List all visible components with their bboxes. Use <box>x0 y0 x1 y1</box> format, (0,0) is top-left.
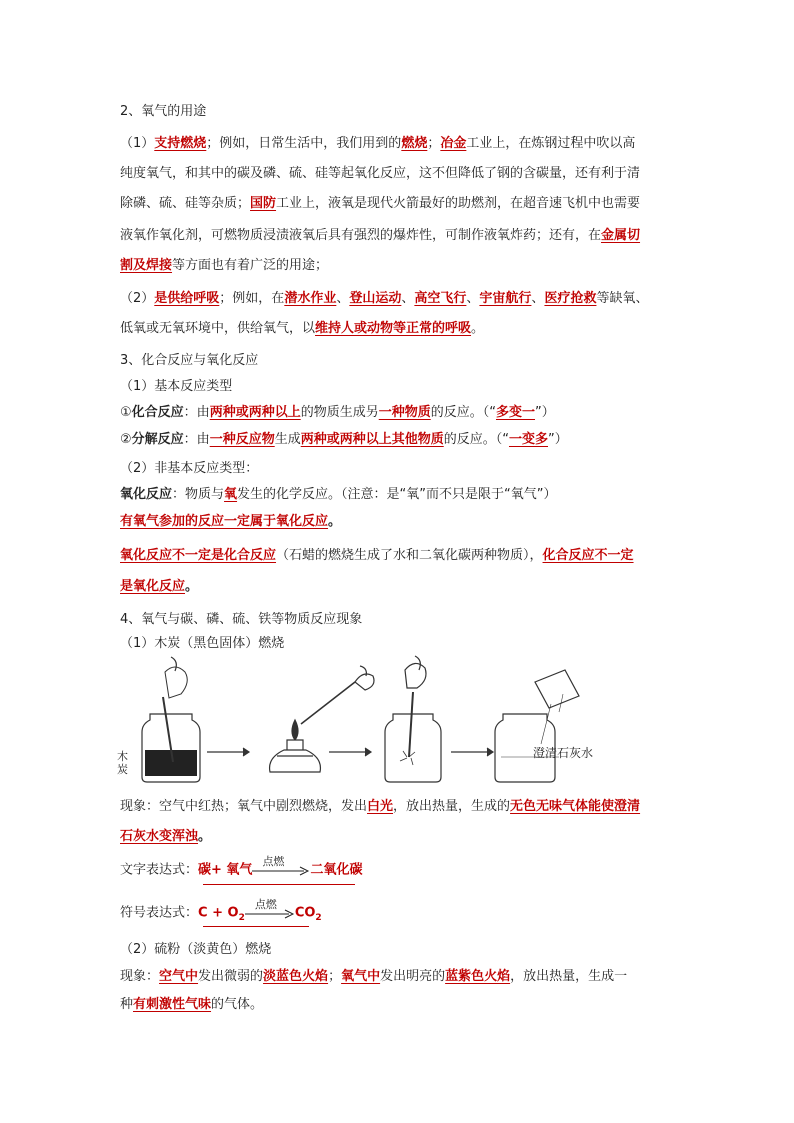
charcoal-experiment-figure <box>115 652 595 787</box>
term-national-defense: 国防 <box>250 196 277 211</box>
s3-sub2: （2）非基本反应类型： <box>120 461 259 476</box>
term-welding: 割及焊接 <box>120 258 173 273</box>
term-metallurgy: 冶金 <box>440 136 467 151</box>
s3-combination-reaction: ①化合反应：由两种或两种以上的物质生成另一种物质的反应。（“多变一”） <box>120 405 555 420</box>
s3-oxidation-def: 氧化反应：物质与氧发生的化学反应。（注意：是“氧”而不只是限于“氧气”） <box>120 487 557 502</box>
s2-p1-line4: 液氧作氧化剂，可燃物质浸渍液氧后具有强烈的爆炸性，可制作液氧炸药；还有，在金属切 <box>120 228 641 243</box>
s3-decomposition-reaction: ②分解反应：由一种反应物生成两种或两种以上其他物质的反应。（“一变多”） <box>120 432 568 447</box>
symbol-equation-underline <box>203 926 309 927</box>
section-3-title: 3、化合反应与氧化反应 <box>120 353 259 368</box>
s4-obs2-line2: 种有刺激性气味的气体。 <box>120 997 264 1012</box>
s2-p1-line5: 割及焊接等方面也有着广泛的用途； <box>120 258 329 273</box>
jar-burning <box>385 656 441 782</box>
s2-p1-line2: 纯度氧气，和其中的碳及磷、硫、硅等起氧化反应，这不但降低了钢的含碳量，还有利于清 <box>120 166 641 181</box>
charcoal-label: 木炭 <box>117 750 128 776</box>
section-2-title: 2、氧气的用途 <box>120 104 207 119</box>
s2-p2-line2: 低氧或无氧环境中，供给氧气，以维持人或动物等正常的呼吸。 <box>120 321 485 336</box>
jar-with-charcoal <box>142 657 200 782</box>
experiment-illustration <box>115 652 595 787</box>
s3-oxidation-rule: 有氧气参加的反应一定属于氧化反应。 <box>120 514 342 529</box>
alcohol-lamp <box>270 666 374 772</box>
section-4-title: 4、氧气与碳、磷、硫、铁等物质反应现象 <box>120 612 363 627</box>
s2-p1-line1: （1）支持燃烧；例如，日常生活中，我们用到的燃烧；冶金工业上，在炼钢过程中吹以高 <box>120 136 636 151</box>
reaction-arrow: 点燃 <box>252 860 310 880</box>
s2-p2-line1: （2）是供给呼吸；例如，在潜水作业、登山运动、高空飞行、宇宙航行、医疗抢救等缺氧、 <box>120 291 649 306</box>
limewater-label: 澄清石灰水 <box>533 746 594 760</box>
term-white-light: 白光 <box>367 799 394 814</box>
s2-p1-line3: 除磷、硫、硅等杂质；国防工业上，液氧是现代火箭最好的助燃剂，在超音速飞机中也需要 <box>120 196 641 211</box>
symbol-equation: 符号表达式：$C + O_2$ 点燃 $CO_2$ <box>120 898 322 924</box>
term-metal-cutting: 金属切 <box>601 228 641 243</box>
s4-obs2-line1: 现象：空气中发出微弱的淡蓝色火焰；氧气中发出明亮的蓝紫色火焰，放出热量，生成一 <box>120 969 628 984</box>
s3-oxidation-note-line2: 是氧化反应。 <box>120 579 199 594</box>
s4-sub2: （2）硫粉（淡黄色）燃烧 <box>120 942 272 957</box>
term-support-combustion: 支持燃烧 <box>154 136 207 151</box>
term-supply-breathing: 是供给呼吸 <box>154 291 220 306</box>
term-maintain-breathing: 维持人或动物等正常的呼吸 <box>315 321 472 336</box>
s4-obs1-line2: 石灰水变浑浊。 <box>120 829 212 844</box>
reaction-arrow: 点燃 <box>245 903 295 923</box>
s4-sub1: （1）木炭（黑色固体）燃烧 <box>120 636 285 651</box>
term-combustion: 燃烧 <box>401 136 428 151</box>
s3-oxidation-note-line1: 氧化反应不一定是化合反应（石蜡的燃烧生成了水和二氧化碳两种物质），化合反应不一定 <box>120 548 634 563</box>
s3-sub1: （1）基本反应类型 <box>120 379 233 394</box>
word-equation-underline <box>203 884 355 885</box>
word-equation: 文字表达式：碳+ 氧气 点燃 二氧化碳 <box>120 860 362 881</box>
s4-obs1-line1: 现象：空气中红热；氧气中剧烈燃烧，发出白光，放出热量，生成的无色无味气体能使澄清 <box>120 799 641 814</box>
jar-with-limewater <box>495 670 579 782</box>
